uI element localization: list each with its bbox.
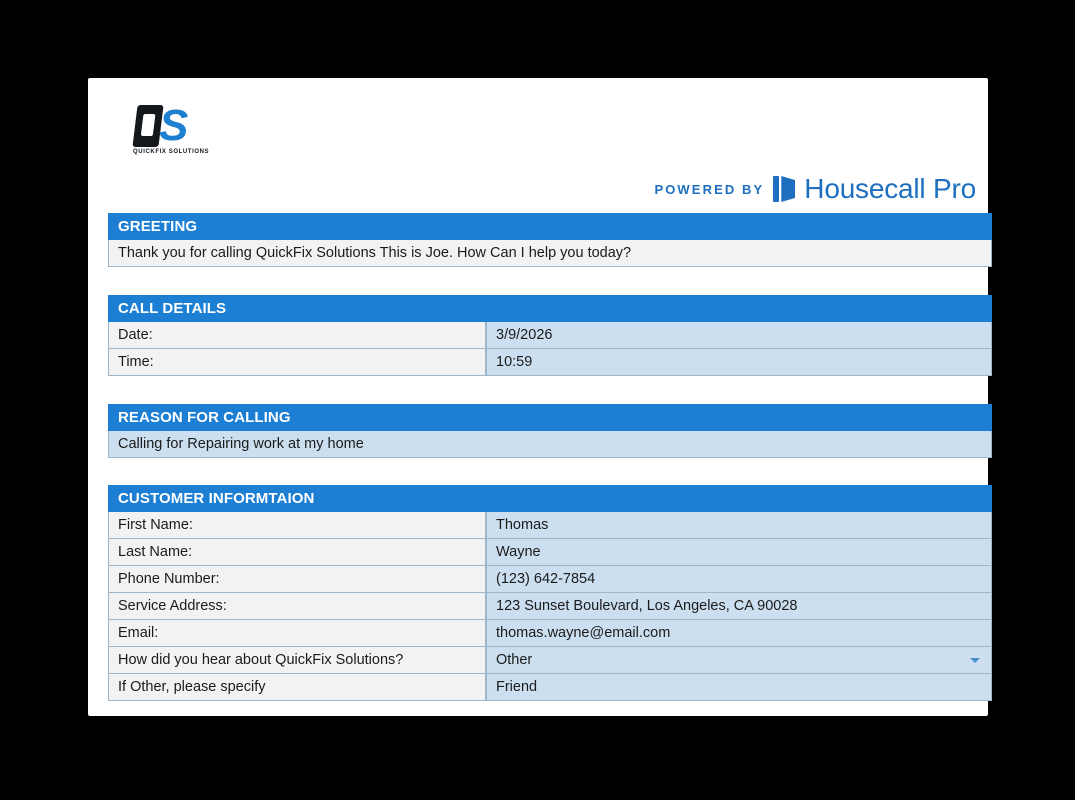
time-label: Time: [108,349,486,376]
email-value[interactable]: thomas.wayne@email.com [486,620,992,647]
document-sheet [88,78,988,716]
other-specify-value[interactable]: Friend [486,674,992,701]
table-row [108,647,992,674]
table-row [108,322,992,349]
referral-source-select[interactable] [486,647,992,674]
service-address-value[interactable]: 123 Sunset Boulevard, Los Angeles, CA 90028 [486,593,992,620]
section-customer-information [108,485,992,701]
call-details-header: CALL DETAILS [108,295,992,322]
table-row [108,593,992,620]
phone-number-label: Phone Number: [108,566,486,593]
logo-s-letter: S [159,101,189,150]
reason-for-calling-header: REASON FOR CALLING [108,404,992,431]
quickfix-logo [133,101,218,167]
phone-number-value[interactable]: (123) 642-7854 [486,566,992,593]
housecall-pro-wordmark: Housecall Pro [804,173,976,204]
date-value[interactable]: 3/9/2026 [486,322,992,349]
logo-subtext: QUICKFIX SOLUTIONS [133,149,210,155]
greeting-text: Thank you for calling QuickFix Solutions This is Joe. How Can I help you today? [108,240,992,267]
table-row [108,620,992,647]
email-label: Email: [108,620,486,647]
service-address-label: Service Address: [108,593,486,620]
powered-by-label: POWERED BY [654,181,765,197]
last-name-value[interactable]: Wayne [486,539,992,566]
other-specify-label: If Other, please specify [108,674,486,701]
section-greeting [108,213,992,267]
table-row [108,674,992,701]
table-row [108,512,992,539]
section-call-details [108,295,992,376]
date-label: Date: [108,322,486,349]
customer-information-header: CUSTOMER INFORMTAION [108,485,992,512]
table-row [108,539,992,566]
table-row [108,349,992,376]
table-row [108,566,992,593]
first-name-label: First Name: [108,512,486,539]
section-reason-for-calling [108,404,992,458]
chevron-down-icon[interactable] [970,658,980,663]
referral-source-value: Other [496,652,533,668]
powered-by-housecall-pro [654,173,976,205]
reason-for-calling-text[interactable]: Calling for Repairing work at my home [108,431,992,458]
referral-source-label: How did you hear about QuickFix Solutions? [108,647,486,674]
housecall-pro-logo-icon [773,176,795,202]
greeting-header: GREETING [108,213,992,240]
last-name-label: Last Name: [108,539,486,566]
first-name-value[interactable]: Thomas [486,512,992,539]
time-value[interactable]: 10:59 [486,349,992,376]
